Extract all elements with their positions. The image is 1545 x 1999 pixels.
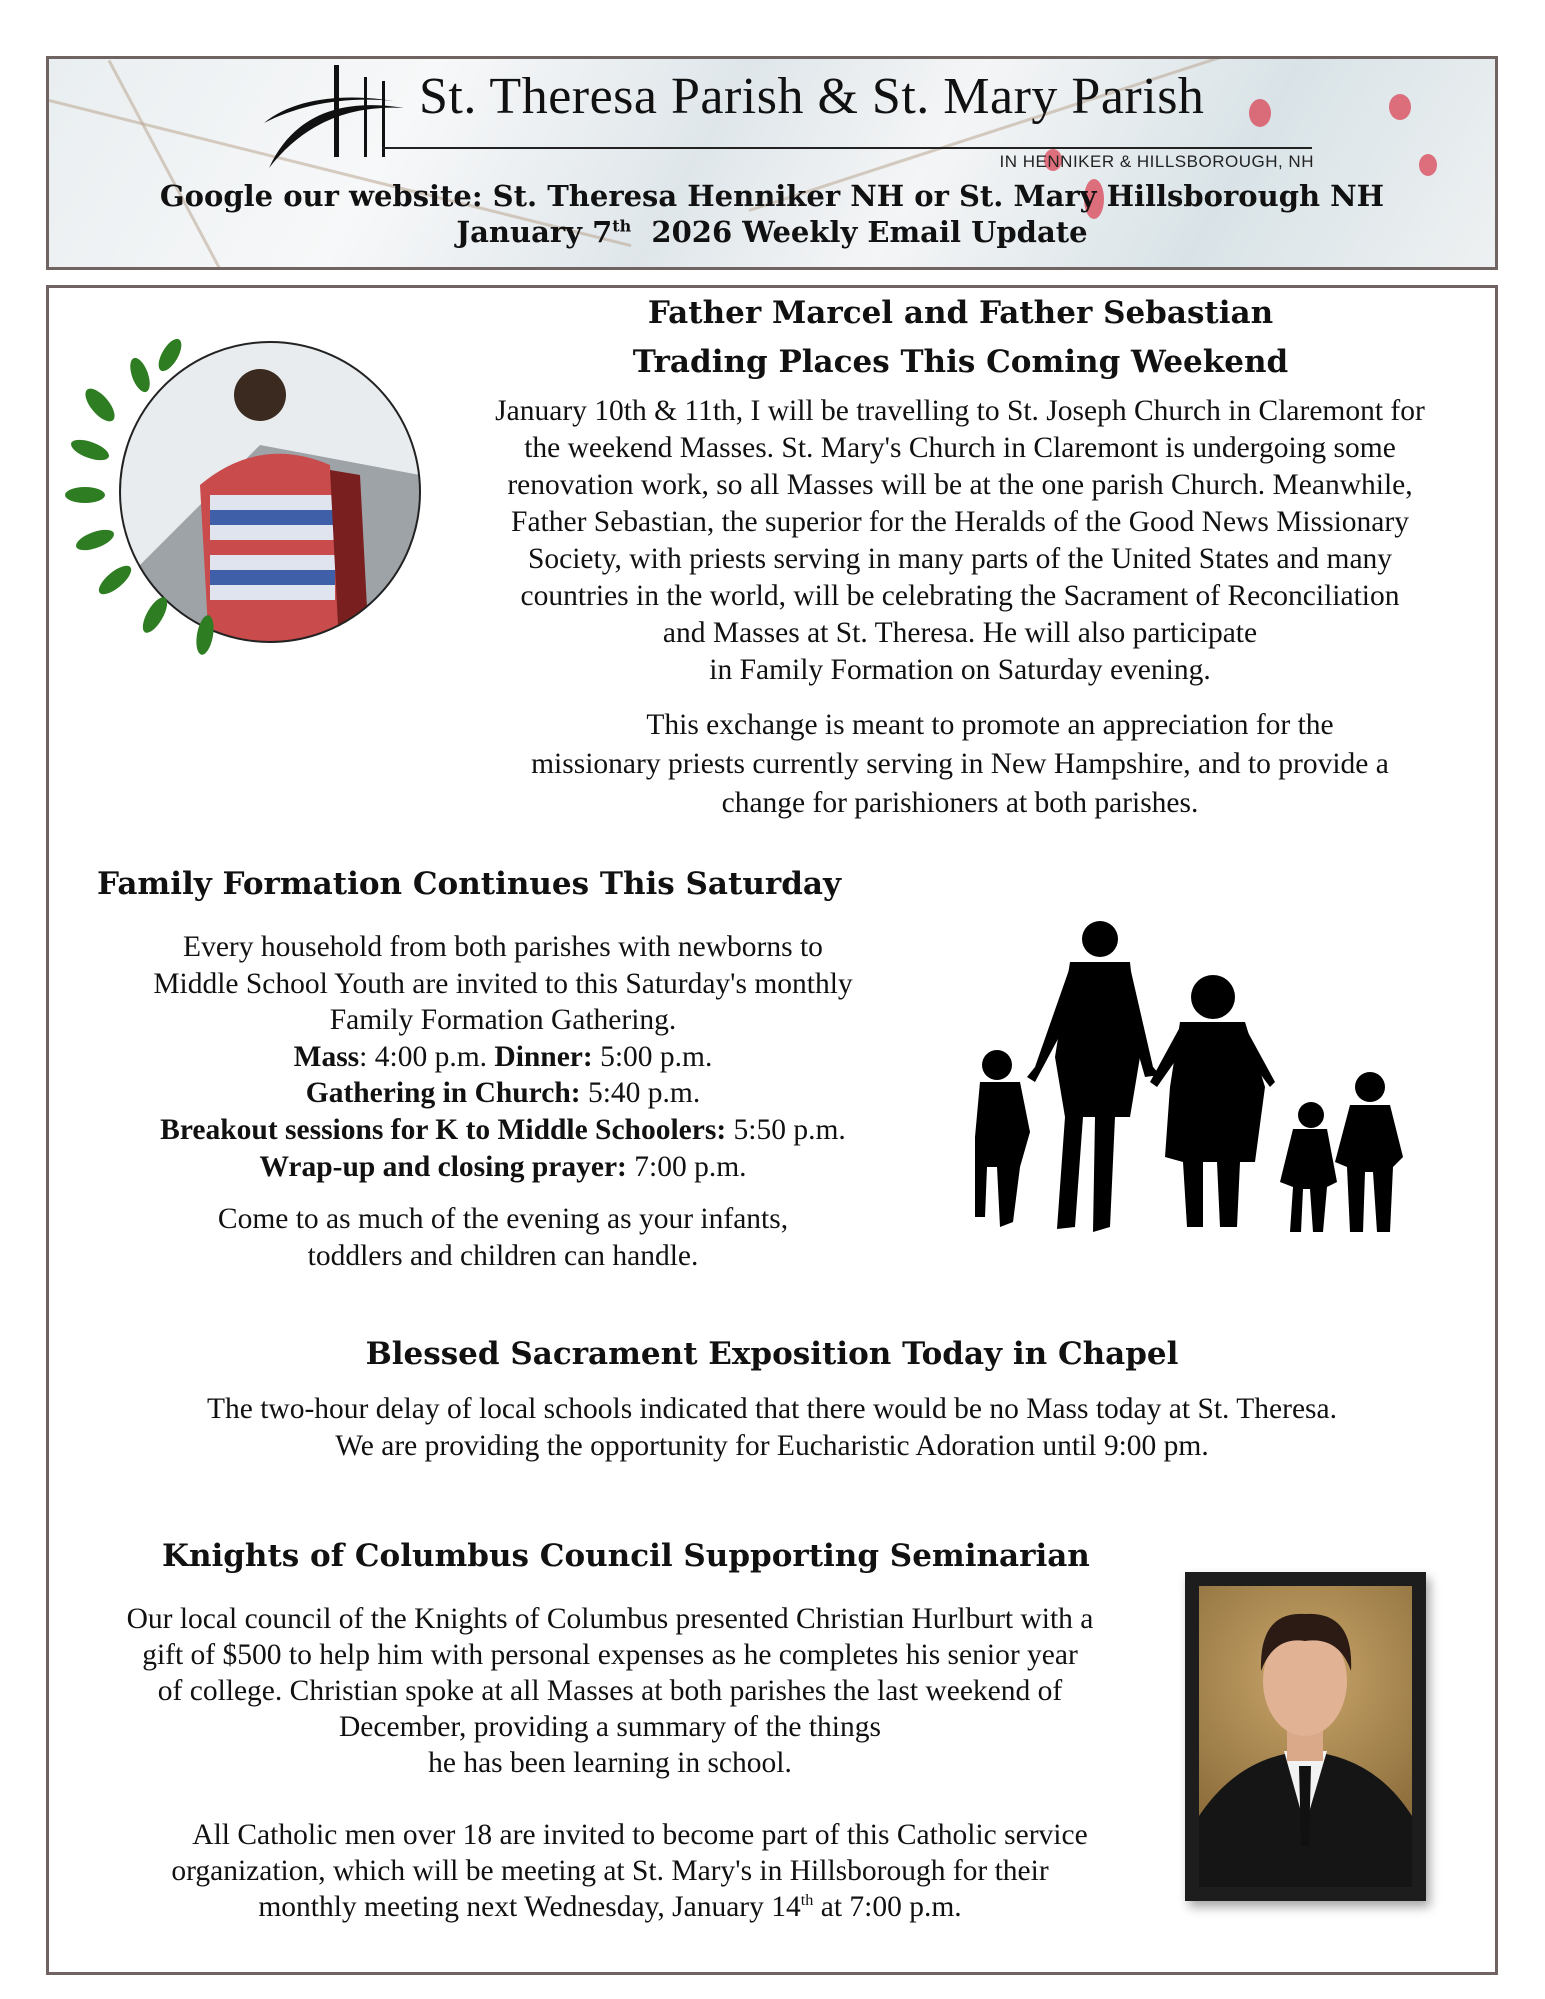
logo-rule bbox=[382, 147, 1312, 149]
article3-title: Blessed Sacrament Exposition Today in Chapel bbox=[365, 1336, 1179, 1372]
text-line: We are providing the opportunity for Eucharistic Adoration until 9:00 pm. bbox=[335, 1430, 1209, 1462]
text-line: Family Formation Gathering. bbox=[329, 1004, 677, 1037]
text-line: gift of $500 to help him with personal expenses as he completes his senior year bbox=[142, 1639, 1078, 1671]
text-line: Every household from both parishes with newborns to bbox=[183, 931, 823, 963]
family-silhouette-image bbox=[975, 917, 1427, 1238]
article2-title: Family Formation Continues This Saturday bbox=[97, 866, 841, 902]
superscript: th bbox=[800, 1891, 814, 1910]
text-line: he has been learning in school. bbox=[428, 1747, 792, 1779]
label: Mass bbox=[293, 1040, 360, 1073]
text-line: organization, which will be meeting at St. Mary's in Hillsborough for their bbox=[171, 1855, 1049, 1887]
article1-paragraph1 bbox=[440, 393, 1480, 689]
article1-paragraph2 bbox=[440, 706, 1480, 823]
article3-body bbox=[46, 1391, 1498, 1465]
text-line: Society, with priests serving in many parts of the United States and many bbox=[527, 543, 1393, 575]
schedule-wrapup bbox=[90, 1149, 916, 1186]
text-line: countries in the world, will be celebrating the Sacrament of Reconciliation bbox=[520, 580, 1400, 612]
date-text: January 7 bbox=[456, 215, 613, 249]
berry-decoration bbox=[1389, 94, 1411, 120]
text-line: January 10th & 11th, I will be travelling to St. Joseph Church in Claremont for bbox=[495, 395, 1425, 427]
article4-paragraph2 bbox=[50, 1817, 1170, 1925]
text-line: Middle School Youth are invited to this Saturday's monthly bbox=[153, 967, 853, 1000]
text-line: renovation work, so all Masses will be at the one parish Church. Meanwhile, bbox=[507, 469, 1413, 501]
time: 5:00 p.m. bbox=[592, 1040, 713, 1073]
text-line: toddlers and children can handle. bbox=[307, 1239, 699, 1272]
label: Gathering in Church: bbox=[305, 1077, 581, 1110]
newsletter-header bbox=[46, 56, 1498, 270]
time: 7:00 p.m. bbox=[626, 1150, 747, 1183]
parish-logo bbox=[264, 63, 1354, 175]
logo-title: St. Theresa Parish & St. Mary Parish bbox=[419, 68, 1205, 125]
berry-decoration bbox=[1419, 154, 1437, 176]
time: 5:50 p.m. bbox=[726, 1113, 846, 1146]
article4-paragraph1 bbox=[50, 1601, 1170, 1781]
text-line: The two-hour delay of local schools indicated that there would be no Mass today at St. Theresa. bbox=[207, 1393, 1337, 1425]
time: : 4:00 p.m. bbox=[359, 1040, 495, 1073]
text-line: Our local council of the Knights of Columbus presented Christian Hurlburt with a bbox=[126, 1603, 1094, 1635]
article1-title-line2: Trading Places This Coming Weekend bbox=[632, 344, 1289, 380]
text-line bbox=[50, 1889, 1170, 1925]
cross-logo-icon bbox=[264, 63, 414, 173]
date-superscript: th bbox=[612, 216, 632, 236]
text-line: All Catholic men over 18 are invited to become part of this Catholic service bbox=[192, 1819, 1088, 1851]
time: 5:40 p.m. bbox=[580, 1077, 701, 1110]
schedule-mass-dinner bbox=[90, 1039, 916, 1076]
article1-title-line1: Father Marcel and Father Sebastian bbox=[647, 295, 1274, 331]
issue-date-line bbox=[49, 215, 1495, 249]
seminarian-photo bbox=[1199, 1586, 1412, 1887]
text-line: change for parishioners at both parishes. bbox=[721, 787, 1199, 819]
text-line: Father Sebastian, the superior for the Heralds of the Good News Missionary bbox=[511, 506, 1409, 538]
text-line: December, providing a summary of the things bbox=[339, 1711, 881, 1743]
text-line: This exchange is meant to promote an appreciation for the bbox=[646, 709, 1334, 741]
text-line: missionary priests currently serving in New Hampshire, and to provide a bbox=[531, 748, 1389, 780]
meeting-time-text: at 7:00 p.m. bbox=[813, 1891, 962, 1923]
text-line: and Masses at St. Theresa. He will also participate bbox=[662, 617, 1258, 649]
article4-title: Knights of Columbus Council Supporting Seminarian bbox=[162, 1538, 1090, 1574]
date-suffix: 2026 Weekly Email Update bbox=[631, 215, 1088, 249]
article2-body bbox=[90, 929, 916, 1274]
seminarian-portrait-frame bbox=[1185, 1572, 1426, 1901]
text-line: Come to as much of the evening as your infants, bbox=[217, 1203, 789, 1236]
text-line: of college. Christian spoke at all Masses at both parishes the last weekend of bbox=[157, 1675, 1063, 1707]
schedule-breakout bbox=[90, 1112, 916, 1149]
label: Wrap-up and closing prayer: bbox=[259, 1150, 627, 1183]
meeting-date-text: monthly meeting next Wednesday, January 14 bbox=[258, 1891, 801, 1923]
father-marcel-photo bbox=[60, 335, 440, 665]
logo-subtitle: IN HENNIKER & HILLSBOROUGH, NH bbox=[999, 152, 1314, 171]
website-line: Google our website: St. Theresa Henniker NH or St. Mary Hillsborough NH bbox=[159, 179, 1385, 213]
label: Breakout sessions for K to Middle Schoolers: bbox=[160, 1113, 727, 1146]
label: Dinner: bbox=[494, 1040, 593, 1073]
text-line: the weekend Masses. St. Mary's Church in Claremont is undergoing some bbox=[524, 432, 1396, 464]
text-line: in Family Formation on Saturday evening. bbox=[709, 654, 1211, 686]
schedule-gathering bbox=[90, 1075, 916, 1112]
